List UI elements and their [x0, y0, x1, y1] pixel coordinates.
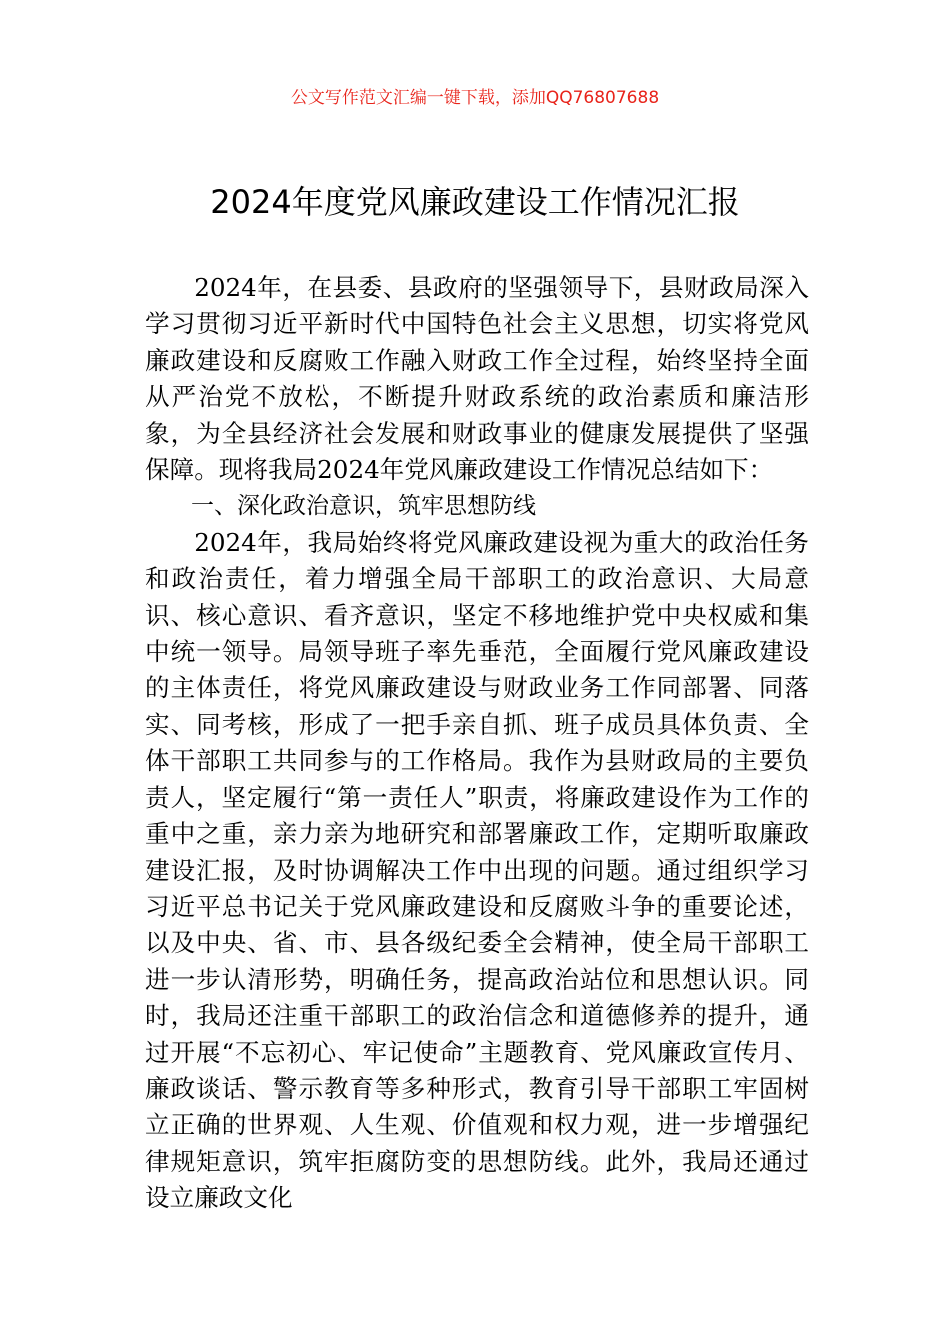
section-heading-1: 一、深化政治意识，筑牢思想防线 [191, 493, 536, 520]
document-body [145, 270, 809, 1217]
intro-paragraph: 2024年，在县委、县政府的坚强领导下，县财政局深入学习贯彻习近平新时代中国特色社会主义思想，切实将党风廉政建设和反腐败工作融入财政工作全过程，始终坚持全面从严治党不放松，不断提升财政系统的政治素质和廉洁形象，为全县经济社会发展和财政事业的健康发展提供了坚强保障。现将我局2024年党风廉政建设工作情况总结如下： [145, 273, 809, 485]
document-title: 2024年度党风廉政建设工作情况汇报 [210, 183, 740, 221]
section-1-paragraph: 2024年，我局始终将党风廉政建设视为重大的政治任务和政治责任，着力增强全局干部职工的政治意识、大局意识、核心意识、看齐意识，坚定不移地维护党中央权威和集中统一领导。局领导班子率先垂范，全面履行党风廉政建设的主体责任，将党风廉政建设与财政业务工作同部署、同落实、同考核，形成了一把手亲自抓、班子成员具体负责、全体干部职工共同参与的工作格局。我作为县财政局的主要负责人，坚定履行“第一责任人”职责，将廉政建设作为工作的重中之重，亲力亲为地研究和部署廉政工作，定期听取廉政建设汇报，及时协调解决工作中出现的问题。通过组织学习习近平总书记关于党风廉政建设和反腐败斗争的重要论述，以及中央、省、市、县各级纪委全会精神，使全局干部职工进一步认清形势，明确任务，提高政治站位和思想认识。同时，我局还注重干部职工的政治信念和道德修养的提升，通过开展“不忘初心、牢记使命”主题教育、党风廉政宣传月、廉政谈话、警示教育等多种形式，教育引导干部职工牢固树立正确的世界观、人生观、价值观和权力观，进一步增强纪律规矩意识，筑牢拒腐防变的思想防线。此外，我局还通过设立廉政文化 [145, 527, 809, 1213]
download-promo-note: 公文写作范文汇编一键下载，添加QQ76807688 [290, 88, 660, 108]
